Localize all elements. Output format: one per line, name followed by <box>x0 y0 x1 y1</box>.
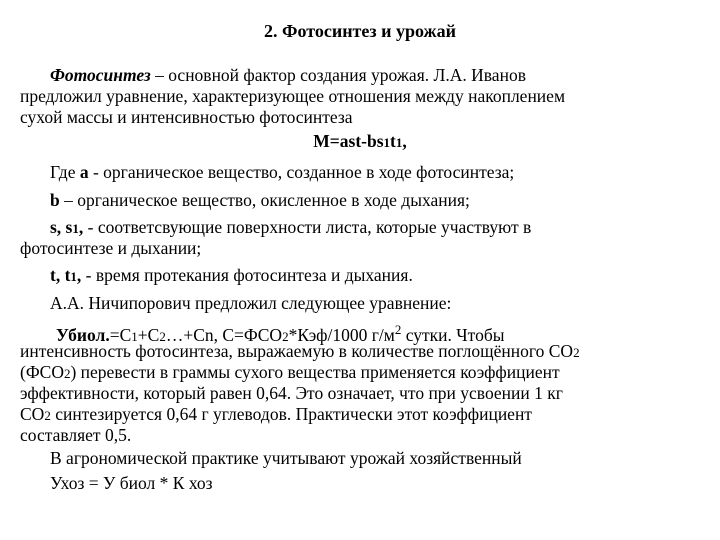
eq-part-e: сутки. Чтобы <box>401 324 505 345</box>
nichiporovich-line-6 <box>20 404 532 426</box>
def-a <box>50 162 514 182</box>
def-s <box>50 217 531 239</box>
def-t <box>50 265 413 287</box>
formula-t: t <box>390 131 396 151</box>
def-s-comma: , <box>78 217 84 237</box>
nichiporovich-line-1: А.А. Ничипорович предложил следующее уравнение: <box>50 293 452 313</box>
def-a-text: - органическое вещество, созданное в ходе фотосинтеза; <box>88 162 515 182</box>
formula-ivanov <box>0 131 720 153</box>
nichiporovich-line-5: эффективности, который равен 0,64. Это означает, что при усвоении 1 кг <box>20 383 563 403</box>
line-6-sub: 2 <box>44 408 51 423</box>
eq-sub-2: 2 <box>159 328 166 344</box>
intro-line-1-text: – основной фактор создания урожая. Л.А. Иванов <box>150 65 526 85</box>
page-title: 2. Фотосинтез и урожай <box>264 21 456 41</box>
eq-sup-2: 2 <box>394 322 402 337</box>
eq-sub-1: 1 <box>131 328 138 344</box>
def-b-text: – органическое вещество, окисленное в ходе дыхания; <box>59 190 470 210</box>
line-4-sub: 2 <box>63 366 71 381</box>
formula-lead: M=ast-bs <box>313 131 384 151</box>
def-a-var: a <box>79 162 89 182</box>
term-photosynthesis: Фотосинтез <box>50 65 151 85</box>
def-t-var: t, t <box>50 265 71 285</box>
nichiporovich-line-4 <box>20 362 560 384</box>
line-4-end: ) перевести в граммы сухого вещества применяется коэффициент <box>70 362 560 382</box>
nichiporovich-line-7: составляет 0,5. <box>20 425 132 445</box>
def-s-line-2: фотосинтезе и дыхании; <box>20 238 202 258</box>
def-s-sub: 1 <box>72 221 79 236</box>
line-3-text: интенсивность фотосинтеза, выражаемую в количестве поглощённого СО <box>20 341 574 361</box>
eq-part-a: =С <box>109 324 132 345</box>
def-b-var: b <box>50 190 60 210</box>
eq-sub-3: 2 <box>282 328 289 344</box>
agronomy-line-1: В агрономической практике учитывают урожай хозяйственный <box>50 448 522 468</box>
eq-part-c: …+Сn, С=ФСО <box>165 324 283 345</box>
intro-line-1 <box>50 65 526 85</box>
def-t-text: - время протекания фотосинтеза и дыхания. <box>81 265 413 285</box>
agronomy-formula: Ухоз = У биол * К хоз <box>50 473 213 493</box>
nichiporovich-line-3 <box>20 341 580 363</box>
formula-sub-1: 1 <box>383 135 391 150</box>
def-a-prefix: Где <box>50 162 80 182</box>
def-s-var: s, s <box>50 217 73 237</box>
def-t-sub: 1 <box>70 269 77 284</box>
def-b <box>50 190 470 210</box>
formula-sub-2: 1 <box>395 135 403 150</box>
def-t-comma: , <box>76 265 82 285</box>
eq-part-b: +С <box>137 324 160 345</box>
intro-line-3: сухой массы и интенсивностью фотосинтеза <box>20 107 353 127</box>
line-6-start: СО <box>20 404 45 424</box>
intro-line-2: предложил уравнение, характеризующее отношения между накоплением <box>20 86 566 106</box>
ubiol-label: Убиол. <box>56 324 110 345</box>
def-s-text: - соответсвующие поверхности листа, которые участвуют в <box>83 217 532 237</box>
eq-part-d: *Кэф/1000 г/м <box>288 324 395 345</box>
formula-tail: , <box>402 131 407 151</box>
line-6-end: синтезируется 0,64 г углеводов. Практически этот коэффициент <box>50 404 532 424</box>
line-4-start: (ФСО <box>20 362 64 382</box>
line-3-sub: 2 <box>573 345 580 360</box>
